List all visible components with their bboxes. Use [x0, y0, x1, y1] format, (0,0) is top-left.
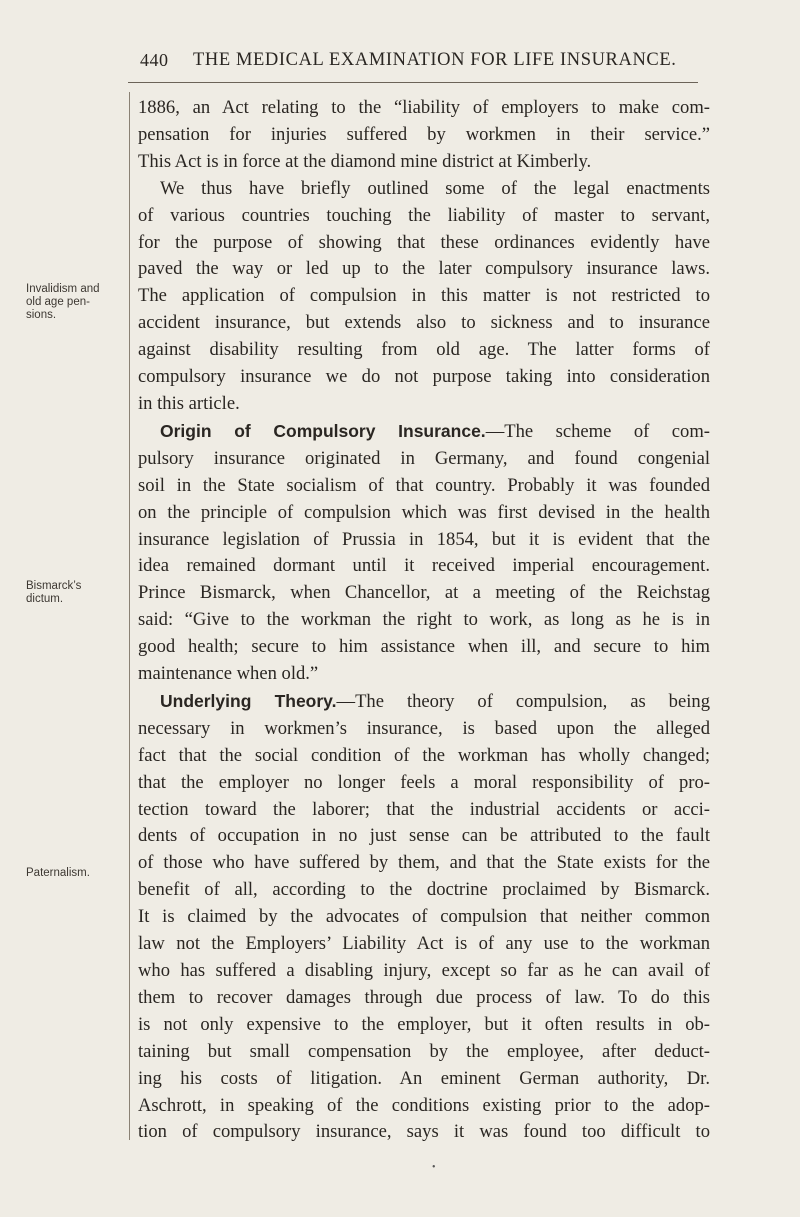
- text-line: for the purpose of showing that these ordinances evidently have: [138, 231, 710, 253]
- text-line: good health; secure to him assistance when ill, and secure to him: [138, 636, 710, 658]
- text-line: soil in the State socialism of that country. Probably it was founded: [138, 474, 710, 496]
- run-in-heading-theory: Underlying Theory.: [160, 690, 337, 711]
- margin-note-paternalism: [26, 867, 126, 880]
- text-line: paved the way or led up to the later compulsory insurance laws.: [138, 258, 710, 280]
- text-line: of various countries touching the liability of master to servant,: [138, 204, 710, 226]
- run-in-heading-origin: Origin of Compulsory Insurance.: [160, 420, 486, 441]
- margin-note-line: old age pen-: [26, 296, 90, 308]
- text-line: We thus have briefly outlined some of the legal enactments: [160, 177, 710, 199]
- text-line: The application of compulsion in this matter is not restricted to: [138, 285, 710, 307]
- text-line-rest: —The scheme of com-: [485, 420, 710, 442]
- text-line: Aschrott, in speaking of the conditions existing prior to the adop-: [138, 1094, 710, 1116]
- text-line-heading: [138, 688, 710, 716]
- text-line: that the employer no longer feels a moral responsibility of pro-: [138, 771, 710, 793]
- margin-note-line: dictum.: [26, 593, 64, 605]
- text-line: necessary in workmen’s insurance, is based upon the alleged: [138, 717, 710, 739]
- margin-note-line: Bismarck’s: [26, 580, 82, 592]
- text-line: tion of compulsory insurance, says it was found too difficult to: [138, 1121, 710, 1143]
- text-line: ing his costs of litigation. An eminent German authority, Dr.: [138, 1067, 710, 1089]
- text-line: on the principle of compulsion which was first devised in the health: [138, 501, 710, 523]
- margin-notes: [26, 0, 126, 1217]
- text-line: Prince Bismarck, when Chancellor, at a meeting of the Reichstag: [138, 582, 710, 604]
- text-line: maintenance when old.”: [138, 663, 319, 685]
- print-speck: •: [432, 1162, 436, 1173]
- text-line: is not only expensive to the employer, but it often results in ob-: [138, 1013, 710, 1035]
- text-line: It is claimed by the advocates of compulsion that neither common: [138, 906, 710, 928]
- column-rule: [129, 92, 130, 1140]
- text-line-heading: [138, 418, 710, 446]
- text-line: This Act is in force at the diamond mine district at Kimberly.: [138, 150, 592, 172]
- text-line: accident insurance, but extends also to sickness and to insurance: [138, 312, 710, 334]
- text-line: insurance legislation of Prussia in 1854, but it is evident that the: [138, 528, 710, 550]
- text-line: of those who have suffered by them, and that the State exists for the: [138, 852, 710, 874]
- margin-note-invalidism: [26, 283, 126, 322]
- text-line: them to recover damages through due process of law. To do this: [138, 986, 710, 1008]
- margin-note-line: Invalidism and: [26, 283, 100, 295]
- text-line: fact that the social condition of the workman has wholly changed;: [138, 744, 710, 766]
- text-line: 1886, an Act relating to the “liability of employers to make com-: [138, 97, 710, 118]
- margin-note-bismarck: [26, 580, 126, 606]
- margin-note-line: Paternalism.: [26, 867, 90, 879]
- text-line: pulsory insurance originated in Germany, and found congenial: [138, 447, 710, 469]
- text-line: who has suffered a disabling injury, except so far as he can avail of: [138, 960, 710, 981]
- text-line: dents of occupation in no just sense can be attributed to the fault: [138, 825, 710, 847]
- text-line: taining but small compensation by the employee, after deduct-: [138, 1040, 710, 1062]
- page-number: 440: [140, 50, 169, 70]
- text-line: idea remained dormant until it received imperial encouragement.: [138, 555, 710, 577]
- header-rule: [128, 82, 698, 83]
- text-line: pensation for injuries suffered by workmen in their service.”: [138, 123, 710, 145]
- margin-note-line: sions.: [26, 309, 57, 321]
- text-line: law not the Employers’ Liability Act is of any use to the workman: [138, 933, 710, 955]
- body-text: [138, 95, 710, 1146]
- text-line: compulsory insurance we do not purpose taking into consideration: [138, 366, 710, 388]
- text-line: benefit of all, according to the doctrine proclaimed by Bismarck.: [138, 879, 710, 901]
- text-line: said: “Give to the workman the right to work, as long as he is in: [138, 609, 710, 631]
- running-head: THE MEDICAL EXAMINATION FOR LIFE INSURANCE.: [193, 50, 677, 70]
- text-line-rest: —The theory of compulsion, as being: [336, 690, 710, 712]
- text-line: tection toward the laborer; that the industrial accidents or acci-: [138, 798, 710, 820]
- text-line: in this article.: [138, 392, 240, 414]
- text-line: against disability resulting from old age. The latter forms of: [138, 339, 710, 361]
